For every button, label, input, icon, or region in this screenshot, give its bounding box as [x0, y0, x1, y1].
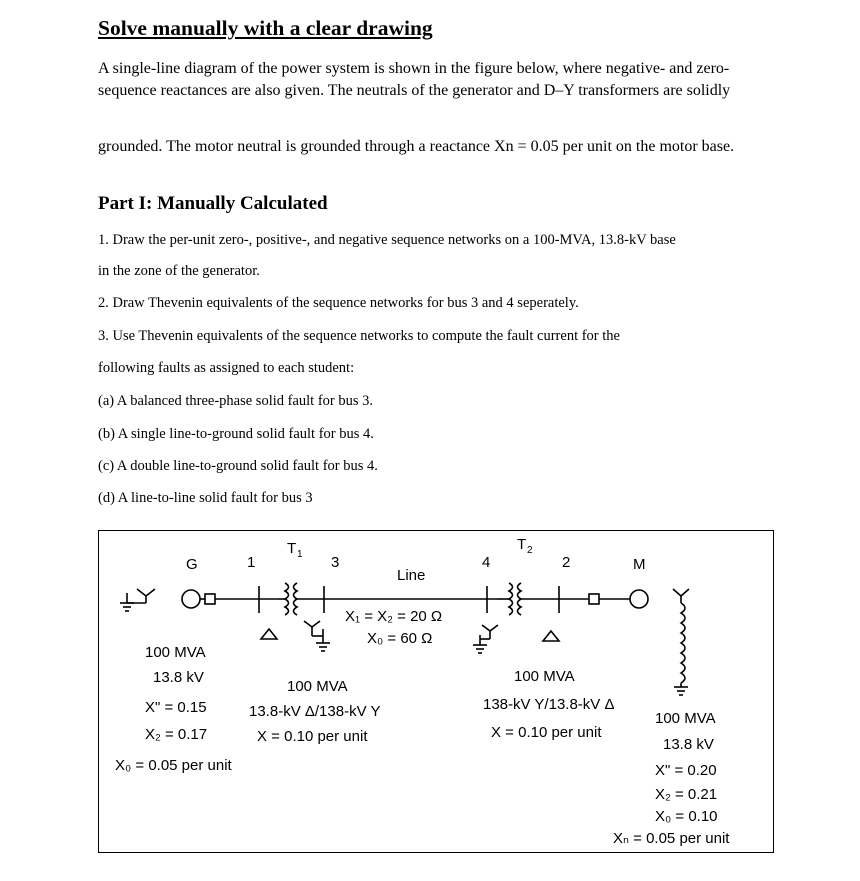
transformer-t1 — [261, 583, 330, 651]
question-line: (a) A balanced three-phase solid fault for bus 3. — [98, 393, 374, 409]
motor-label: M — [633, 556, 646, 573]
generator-ground-symbol — [120, 589, 155, 611]
question-line: (b) A single line-to-ground solid fault for bus 4. — [98, 426, 374, 442]
t2-subscript: 2 — [527, 545, 533, 556]
t1-mva: 100 MVA — [287, 678, 348, 695]
t1-rating: 13.8-kV Δ/138-kV Y — [249, 703, 381, 720]
motor-breaker — [589, 594, 599, 604]
diagram-canvas — [99, 531, 775, 854]
t2-rating: 138-kV Y/13.8-kV Δ — [483, 696, 615, 713]
question-line: following faults as assigned to each student: — [98, 360, 355, 376]
t1-label: T — [287, 540, 297, 557]
part-heading: Part I: Manually Calculated — [98, 193, 328, 214]
motor-subtransient-reactance: X" = 0.20 — [655, 762, 717, 779]
single-line-diagram — [98, 530, 774, 853]
t1-delta-symbol — [261, 629, 277, 639]
question-line: (c) A double line-to-ground solid fault for bus 4. — [98, 458, 378, 474]
line-zero-reactance: X₀ = 60 Ω — [367, 630, 433, 647]
bus-4-label: 4 — [482, 554, 491, 571]
motor-mva: 100 MVA — [655, 710, 716, 727]
intro-paragraph-2: grounded. The motor neutral is grounded through a reactance Xn = 0.05 per unit on the motor base. — [98, 138, 735, 155]
transformer-t2 — [473, 583, 589, 653]
page-title: Solve manually with a clear drawing — [98, 16, 433, 40]
generator-label: G — [186, 556, 198, 573]
generator-zero-reactance: X₀ = 0.05 per unit — [115, 757, 232, 774]
t2-delta-symbol — [543, 631, 559, 641]
motor-grounding-reactor — [673, 589, 689, 695]
motor-neutral-reactance: Xₙ = 0.05 per unit — [613, 830, 730, 847]
question-line: (d) A line-to-line solid fault for bus 3 — [98, 490, 313, 506]
line-positive-negative-reactance: X₁ = X₂ = 20 Ω — [345, 608, 443, 625]
line-label: Line — [397, 567, 426, 584]
motor-zero-reactance: X₀ = 0.10 — [655, 808, 718, 825]
t1-reactance: X = 0.10 per unit — [257, 728, 368, 745]
question-line: 2. Draw Thevenin equivalents of the sequence networks for bus 3 and 4 seperately. — [98, 295, 579, 311]
question-line: in the zone of the generator. — [98, 263, 260, 279]
question-line: 1. Draw the per-unit zero-, positive-, and negative sequence networks on a 100-MVA, 13.8-kV base — [98, 232, 676, 248]
t2-label: T — [517, 536, 527, 553]
generator-subtransient-reactance: X" = 0.15 — [145, 699, 207, 716]
t1-subscript: 1 — [297, 549, 303, 560]
bus-2-label: 2 — [562, 554, 571, 571]
motor-kv: 13.8 kV — [663, 736, 714, 753]
bus-1-label: 1 — [247, 554, 256, 571]
generator-kv: 13.8 kV — [153, 669, 204, 686]
bus-3-label: 3 — [331, 554, 340, 571]
generator-breaker — [205, 594, 215, 604]
motor-symbol — [630, 590, 648, 608]
question-line: 3. Use Thevenin equivalents of the sequence networks to compute the fault current for the — [98, 328, 620, 344]
motor-negative-reactance: X₂ = 0.21 — [655, 786, 718, 803]
t2-reactance: X = 0.10 per unit — [491, 724, 602, 741]
t2-mva: 100 MVA — [514, 668, 575, 685]
generator-negative-reactance: X₂ = 0.17 — [145, 726, 208, 743]
generator-mva: 100 MVA — [145, 644, 206, 661]
intro-paragraph-1: A single-line diagram of the power system is shown in the figure below, where negative- and zero-sequence reactances are also given. The neutrals of the generator and D–Y transformers are solidly — [98, 60, 731, 99]
generator-symbol — [182, 590, 200, 608]
